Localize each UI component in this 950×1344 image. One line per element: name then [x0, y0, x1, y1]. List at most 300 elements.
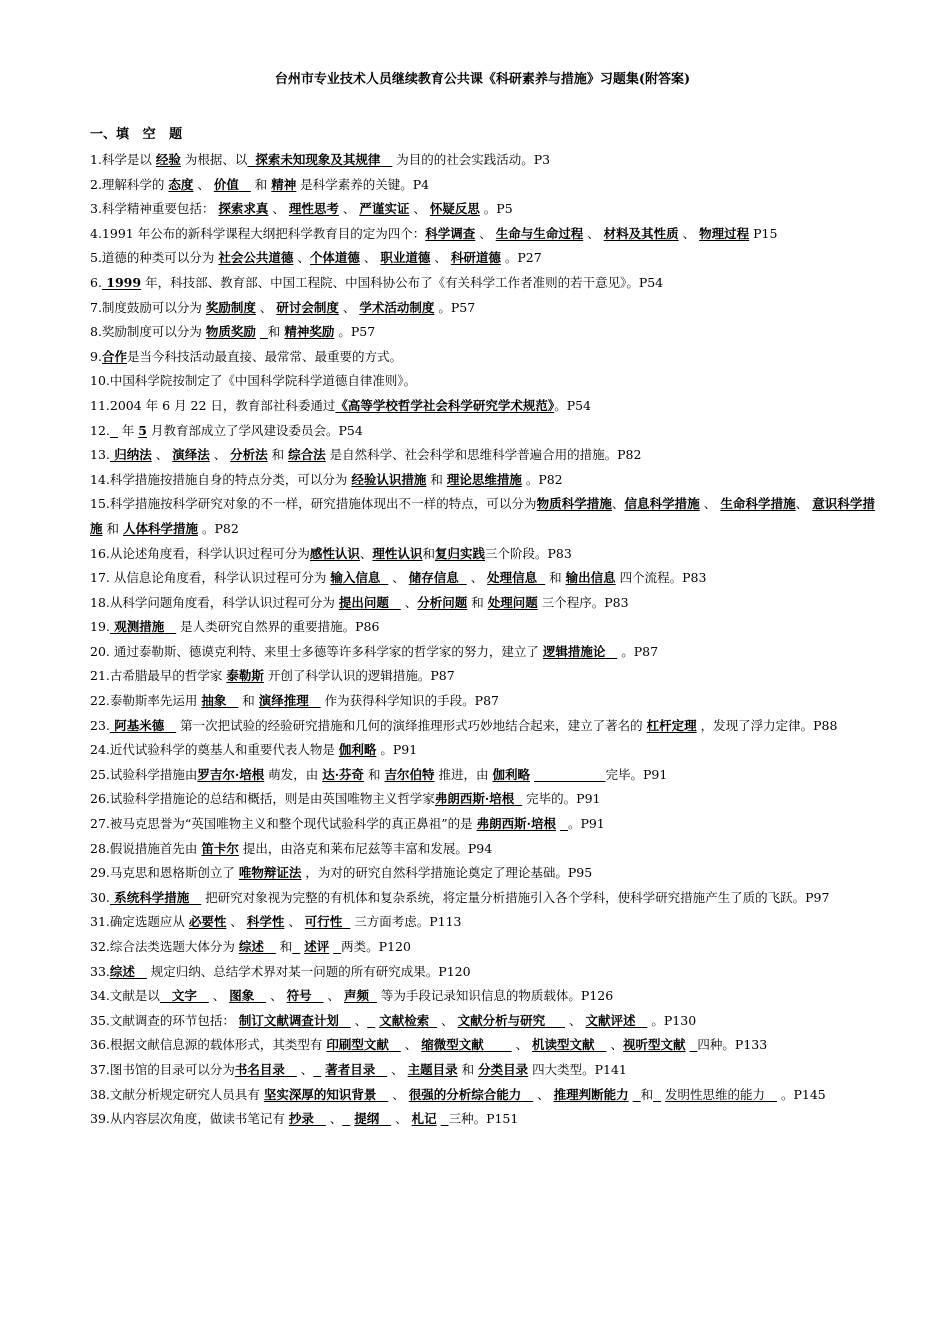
question-text: 完毕的。P91 [522, 791, 601, 807]
question-text: 、 [533, 1086, 554, 1102]
answer-text: 观测措施 [109, 619, 165, 635]
answer-text: 可行性 [304, 914, 343, 930]
answer-text: 达·芬奇 [322, 766, 365, 782]
question-text: 、 [359, 545, 373, 561]
question-item [90, 1058, 875, 1083]
blank-line [521, 1087, 533, 1102]
answer-text: 抄录 [288, 1111, 314, 1127]
question-item [90, 419, 875, 444]
blank-line [636, 1013, 648, 1028]
question-text: 月教育部成立了学风建设委员会。P54 [147, 422, 363, 438]
answer-text: 输出信息 [565, 570, 616, 586]
question-item [90, 1033, 875, 1058]
answer-text: 处理信息 [487, 570, 538, 586]
question-text: P15 [749, 225, 778, 241]
question-item [90, 591, 875, 616]
question-item [90, 246, 875, 271]
blank-line [560, 816, 568, 831]
answer-text: 处理问题 [487, 594, 538, 610]
blank-line [605, 644, 617, 659]
blank-line [375, 1062, 387, 1077]
question-text: 、 [193, 176, 214, 192]
question-text: 和 [102, 520, 123, 536]
answer-text: 综述 [109, 963, 135, 979]
question-text: 33. [90, 963, 110, 979]
answer-text: 分析法 [230, 447, 268, 463]
question-text: 三个阶段。P83 [484, 545, 572, 561]
question-text: 8.奖励制度可以分为 [90, 324, 206, 340]
question-item [90, 714, 875, 739]
blank-line [633, 1087, 641, 1102]
question-text: 。P57 [434, 299, 476, 315]
answer-text: 系统科学措施 [109, 889, 190, 905]
question-text: 5.道德的种类可以分为 [90, 250, 219, 266]
question-text: 13. [90, 447, 110, 463]
answer-text: 科研道德 [450, 250, 501, 266]
answer-text: 弗朗西斯·培根 [434, 791, 515, 807]
blank-line [441, 1111, 449, 1126]
question-text: 1.科学是以 [90, 152, 156, 167]
answer-text: 逻辑措施论 [542, 643, 606, 659]
answer-text: 文献分析与研究 [457, 1012, 546, 1028]
question-text: 年 [117, 422, 139, 438]
question-text: 16.从论述角度看，科学认识过程可分为 [90, 545, 310, 561]
answer-text: 精神奖励 [284, 324, 335, 340]
question-text: 、 [430, 250, 451, 266]
answer-text: 奖励制度 [205, 299, 256, 315]
answer-text: 分类目录 [478, 1061, 529, 1077]
question-text: 14.科学措施按措施自身的特点分类，可以分为 [90, 471, 352, 487]
blank-line [765, 1087, 777, 1102]
question-text: 2.理解科学的 [90, 176, 169, 192]
question-text: 。P91 [567, 816, 605, 832]
question-text: 和 [267, 447, 289, 463]
blank-line [534, 767, 606, 782]
answer-text: 价值 [213, 176, 239, 192]
blank-line [333, 939, 341, 954]
question-text: 、 [338, 299, 360, 315]
question-item [90, 812, 875, 837]
question-text: 规定归纳、总结学术界对某一问题的所有研究成果。P120 [146, 963, 471, 979]
answer-text: 物质奖励 [205, 324, 256, 340]
question-text: 26.试验科学措施论的总结和概括，则是由英国唯物主义哲学家 [90, 791, 435, 807]
question-item [90, 763, 875, 788]
blank-line [309, 693, 321, 708]
question-item [90, 984, 875, 1009]
question-text: 7.制度鼓励可以分为 [90, 299, 206, 315]
answer-text: 复归实践 [434, 545, 485, 561]
question-text: 19. [90, 619, 110, 635]
answer-text: 经验 [155, 152, 181, 167]
blank-line [314, 1111, 326, 1126]
answer-text: 分析问题 [417, 594, 468, 610]
blank-line [197, 988, 209, 1003]
question-text: 39.从内容层次角度，做读书笔记有 [90, 1111, 289, 1127]
question-text: 、 [226, 914, 247, 930]
answer-text: 《高等学校哲学社会科学研究学术规范》 [335, 397, 555, 413]
answer-text: 理论思维措施 [446, 471, 522, 487]
question-text: 、 [387, 1061, 408, 1077]
blank-line [379, 1111, 391, 1126]
question-text: 、 [583, 225, 604, 241]
answer-text: 科学调查 [425, 225, 476, 241]
question-text: 和 [545, 570, 566, 586]
question-text: 和 [426, 471, 447, 487]
question-text: 是自然科学、社会科学和思维科学普遍合用的措施。P82 [325, 447, 642, 463]
section-heading: 一、填 空 题 [90, 127, 183, 142]
question-text: 32.综合法类选题大体分为 [90, 939, 239, 954]
question-item [90, 615, 875, 640]
question-item [90, 345, 875, 370]
answer-text: 理性认识 [372, 545, 423, 561]
answer-text: 物质科学措施 [536, 496, 612, 512]
answer-text: 意识科学措施 [90, 496, 875, 536]
answer-text: 抽象 [201, 693, 227, 709]
question-text: 31.确定选题应从 [90, 914, 189, 930]
answer-text: 图象 [229, 988, 255, 1004]
blank-line [537, 570, 545, 585]
answer-text: 综述 [238, 939, 264, 954]
question-text: 和 [238, 693, 259, 709]
blank-line [164, 718, 176, 733]
question-text: 10.中国科学院按制定了《中国科学院科学道德自律准则》。 [90, 373, 417, 389]
answer-text: 探索未知现象及其规律 [255, 152, 381, 167]
question-item [90, 148, 875, 173]
question-text: 24.近代试验科学的奠基人和重要代表人物是 [90, 742, 339, 758]
question-text: 34.文献是以 [90, 988, 160, 1004]
question-text: 29.马克思和恩格斯创立了 [90, 865, 239, 881]
answer-text: 演绎法 [172, 447, 210, 463]
answer-text: 严谨实证 [359, 201, 410, 217]
question-text: 、 [606, 1037, 623, 1053]
answer-text: 学术活动制度 [359, 299, 435, 315]
answer-text: 怀疑反思 [429, 201, 480, 217]
question-text: 、 [437, 1012, 458, 1028]
blank-line [135, 964, 147, 979]
question-text: 年，科技部、教育部、中国工程院、中国科协公布了《有关科学工作者准则的若干意见》。P54 [141, 274, 664, 290]
question-text: 推进，由 [434, 766, 493, 782]
blank-line [369, 988, 377, 1003]
question-item [90, 296, 875, 321]
answer-text: 职业道德 [380, 250, 431, 266]
answer-text: 泰勒斯 [226, 668, 264, 684]
question-text: 、 [323, 988, 344, 1004]
answer-text: 笛卡尔 [201, 840, 239, 856]
question-text: 是当今科技活动最直接、最常常、最重要的方式。 [126, 348, 402, 364]
question-item [90, 271, 875, 296]
question-item [90, 664, 875, 689]
question-text: 6. [90, 274, 102, 290]
question-text: 、 [611, 496, 625, 512]
answer-text: 研讨会制度 [276, 299, 339, 315]
question-text: 35.文献调查的环节包括： [90, 1012, 239, 1028]
answer-text: 信息科学措施 [624, 496, 700, 512]
question-text: 12. [90, 422, 110, 438]
question-item [90, 1107, 875, 1132]
question-text: 、 [388, 1086, 409, 1102]
question-item [90, 787, 875, 812]
blank-line [653, 1087, 661, 1102]
answer-text: 生命科学措施 [720, 496, 796, 512]
question-text: 、 [409, 201, 430, 217]
question-text: 完毕。P91 [605, 766, 668, 782]
question-text: 21.古希腊最早的哲学家 [90, 668, 227, 684]
answer-text: 视听型文献 [622, 1037, 686, 1053]
answer-text: 1999 [101, 274, 142, 290]
question-text: 37.图书馆的目录可以分为 [90, 1061, 235, 1077]
question-text: 、 [565, 1012, 586, 1028]
question-text: 4.1991 年公布的新科学课程大纲把科学教育目的定为四个： [90, 225, 426, 241]
answer-text: 杠杆定理 [646, 717, 697, 733]
question-item [90, 566, 875, 591]
question-text: 、 [268, 201, 289, 217]
blank-line [376, 1087, 388, 1102]
answer-text: 储存信息 [408, 570, 459, 586]
blank-line [389, 1037, 401, 1052]
question-text: 、 [359, 250, 381, 266]
question-text: ，为对的研究自然科学措施论奠定了理论基础。P95 [301, 865, 593, 881]
question-text: 三方面考虑。P113 [350, 914, 462, 930]
blank-line [484, 1037, 512, 1052]
blank-line [189, 890, 201, 905]
question-item [90, 1083, 875, 1108]
answer-text: 机读型文献 [532, 1037, 595, 1053]
question-text: 等为手段记录知识信息的物质载体。P126 [376, 988, 614, 1004]
answer-text: 文字 [171, 988, 197, 1004]
question-text: 。P27 [500, 250, 542, 266]
blank-line [239, 177, 251, 192]
blank-line: 发明性思维的能力 [665, 1086, 766, 1102]
question-text: 28.假说措施首先由 [90, 840, 202, 856]
question-text: 作为获得科学知识的手段。P87 [320, 693, 499, 709]
answer-text: 输入信息 [330, 570, 381, 586]
answer-text: 述评 [304, 939, 330, 954]
blank-line [264, 939, 276, 954]
question-text: 30. [90, 889, 110, 905]
blank-line [312, 988, 324, 1003]
question-item [90, 837, 875, 862]
blank-line [514, 791, 522, 806]
question-text: 、 [678, 225, 700, 241]
question-item [90, 689, 875, 714]
answer-text: 提纲 [354, 1111, 380, 1127]
question-item [90, 222, 875, 247]
answer-text: 归纳法 [109, 447, 152, 463]
question-text: 25.试验科学措施由 [90, 766, 198, 782]
question-text: 9. [90, 348, 102, 364]
question-text: 、 [400, 594, 418, 610]
answer-text: 缩微型文献 [421, 1037, 484, 1053]
answer-text: 书名目录 [234, 1061, 285, 1077]
answer-text: 印刷型文献 [326, 1037, 389, 1053]
question-text: 17. 从信息论角度看，科学认识过程可分为 [90, 570, 331, 586]
answer-text: 综合法 [288, 447, 326, 463]
question-text: 、 [284, 914, 305, 930]
answer-text: 伽利略 [492, 766, 530, 782]
question-text: 、 [475, 225, 496, 241]
question-text: 和 [364, 766, 385, 782]
blank-line [429, 1013, 437, 1028]
question-text: 把研究对象视为完整的有机体和复杂系统，将定量分析措施引入各个学科，使科学研究措施产生了质的飞跃。P97 [201, 889, 830, 905]
question-text: 提出，由洛克和莱布尼兹等丰富和发展。P94 [238, 840, 493, 856]
question-text: ，发现了浮力定律。P88 [696, 717, 838, 733]
answer-text: 物理过程 [699, 225, 750, 241]
answer-text: 札记 [411, 1111, 437, 1127]
blank-line [545, 1013, 565, 1028]
question-text: 。P5 [479, 201, 513, 217]
answer-text: 罗吉尔·培根 [197, 766, 265, 782]
question-item [90, 468, 875, 493]
answer-text: 阿基米德 [109, 717, 165, 733]
blank-line [459, 570, 467, 585]
question-text: 和 [457, 1061, 479, 1077]
question-item [90, 861, 875, 886]
question-item [90, 197, 875, 222]
answer-text: 必要性 [188, 914, 227, 930]
question-text: 第一次把试验的经验研究措施和几何的演绎推理形式巧妙地结合起来，建立了著名的 [176, 717, 647, 733]
question-text: 3.科学精神重要包括： [90, 201, 219, 217]
question-text: 、 [391, 1111, 412, 1127]
question-item [90, 369, 875, 394]
answer-text: 生命与生命过程 [495, 225, 584, 241]
question-item [90, 640, 875, 665]
question-text: 和 [275, 939, 293, 954]
answer-text: 社会公共道德 [218, 250, 294, 266]
answer-text: 文献检索 [379, 1012, 430, 1028]
question-text: 、 [293, 250, 310, 266]
blank-line [110, 423, 118, 438]
question-text: 15.科学措施按科学研究对象的不一样，研究措施体现出不一样的特点，可以分为 [90, 496, 537, 512]
answer-text: 感性认识 [309, 545, 360, 561]
question-text: 和 [250, 176, 272, 192]
question-text: 、 [209, 447, 231, 463]
answer-text: 材料及其性质 [603, 225, 679, 241]
blank-line [260, 324, 268, 339]
question-text: 和 [267, 324, 285, 340]
question-text: 。P145 [776, 1086, 826, 1102]
blank-line [160, 988, 172, 1003]
question-text: 为根据、以 [180, 152, 248, 167]
blank-line [226, 693, 238, 708]
question-item [90, 935, 875, 960]
question-text: 、 [388, 570, 409, 586]
answer-text: 文献评述 [585, 1012, 636, 1028]
answer-text: 主题目录 [407, 1061, 458, 1077]
answer-text: 态度 [168, 176, 194, 192]
question-text: 、 [266, 988, 287, 1004]
answer-text: 推理判断能力 [553, 1086, 629, 1102]
answer-text: 理性思考 [288, 201, 339, 217]
question-text: 、 [350, 1012, 368, 1028]
answer-text: 吉尔伯特 [384, 766, 435, 782]
question-item [90, 738, 875, 763]
question-item [90, 394, 875, 419]
answer-text: 唯物辩证法 [238, 865, 302, 881]
question-item [90, 320, 875, 345]
question-text: 、 [338, 201, 360, 217]
blank-line [595, 1037, 607, 1052]
answer-text: 弗朗西斯·培根 [476, 816, 556, 832]
answer-text: 伽利略 [338, 742, 377, 758]
question-text: 、 [400, 1037, 422, 1053]
question-list [90, 148, 875, 1132]
question-text: 两类。P120 [341, 939, 411, 954]
answer-text: 精神 [271, 176, 297, 192]
question-text: 三种。P151 [448, 1111, 519, 1127]
question-item [90, 960, 875, 985]
question-item [90, 542, 875, 567]
question-text: 。P82 [197, 520, 239, 536]
answer-text: 声频 [343, 988, 369, 1004]
answer-text: 科学性 [246, 914, 285, 930]
question-text: 。P130 [647, 1012, 697, 1028]
question-text: 和 [422, 545, 435, 561]
document [90, 72, 875, 1132]
answer-text: 坚实深厚的知识背景 [263, 1086, 377, 1102]
question-text: 27.被马克思誉为“英国唯物主义和整个现代试验科学的真正鼻祖”的是 [90, 816, 477, 832]
question-text: 和 [467, 594, 488, 610]
question-text: 、 [296, 1061, 314, 1077]
question-text: 四大类型。P141 [528, 1061, 627, 1077]
question-text: 、 [151, 447, 173, 463]
question-text: 、 [511, 1037, 533, 1053]
question-item [90, 910, 875, 935]
blank-line [254, 988, 266, 1003]
question-item [90, 443, 875, 468]
document-title: 台州市专业技术人员继续教育公共课《科研素养与措施》习题集(附答案) [274, 72, 691, 87]
question-text: 。P87 [617, 643, 659, 659]
blank-line [380, 152, 392, 167]
blank-line [339, 1013, 351, 1028]
question-text: 。P91 [376, 742, 418, 758]
question-text: 36.根据文献信息源的载体形式，其类型有 [90, 1037, 327, 1053]
answer-text: 提出问题 [338, 594, 389, 610]
answer-text: 符号 [286, 988, 312, 1004]
question-text: 、 [208, 988, 230, 1004]
question-text: 。P57 [334, 324, 376, 340]
question-text: 20. 通过泰勒斯、德谟克利特、来里士多德等许多科学家的哲学家的努力，建立了 [90, 643, 543, 659]
question-text: 和 [640, 1086, 654, 1102]
answer-text: 合作 [101, 348, 127, 364]
answer-text: 制订文献调查计划 [238, 1012, 339, 1028]
question-text: 22.泰勒斯率先运用 [90, 693, 202, 709]
question-text: 、 [325, 1111, 343, 1127]
question-text: 、 [795, 496, 813, 512]
question-item [90, 173, 875, 198]
question-text: 是人类研究自然界的重要措施。P86 [176, 619, 380, 635]
answer-text: 探索求真 [218, 201, 269, 217]
answer-text: 很强的分析综合能力 [408, 1086, 522, 1102]
blank-line [164, 619, 176, 634]
question-item [90, 492, 875, 541]
question-text: 是科学素养的关键。P4 [296, 176, 430, 192]
question-text: 、 [699, 496, 721, 512]
question-text: 三个程序。P83 [537, 594, 629, 610]
question-item [90, 886, 875, 911]
question-text: 18.从科学问题角度看，科学认识过程可分为 [90, 594, 339, 610]
question-text: 。P82 [521, 471, 563, 487]
question-text: 为目的的社会实践活动。P3 [392, 152, 551, 167]
blank-line [389, 595, 401, 610]
question-text: 开创了科学认识的逻辑措施。P87 [263, 668, 455, 684]
question-text: 。P54 [554, 397, 592, 413]
answer-text: 个体道德 [309, 250, 360, 266]
question-text: 四个流程。P83 [615, 570, 707, 586]
question-text: 、 [255, 299, 277, 315]
question-text: 38.文献分析规定研究人员具有 [90, 1086, 264, 1102]
answer-text: 演绎推理 [258, 693, 309, 709]
question-item [90, 1009, 875, 1034]
